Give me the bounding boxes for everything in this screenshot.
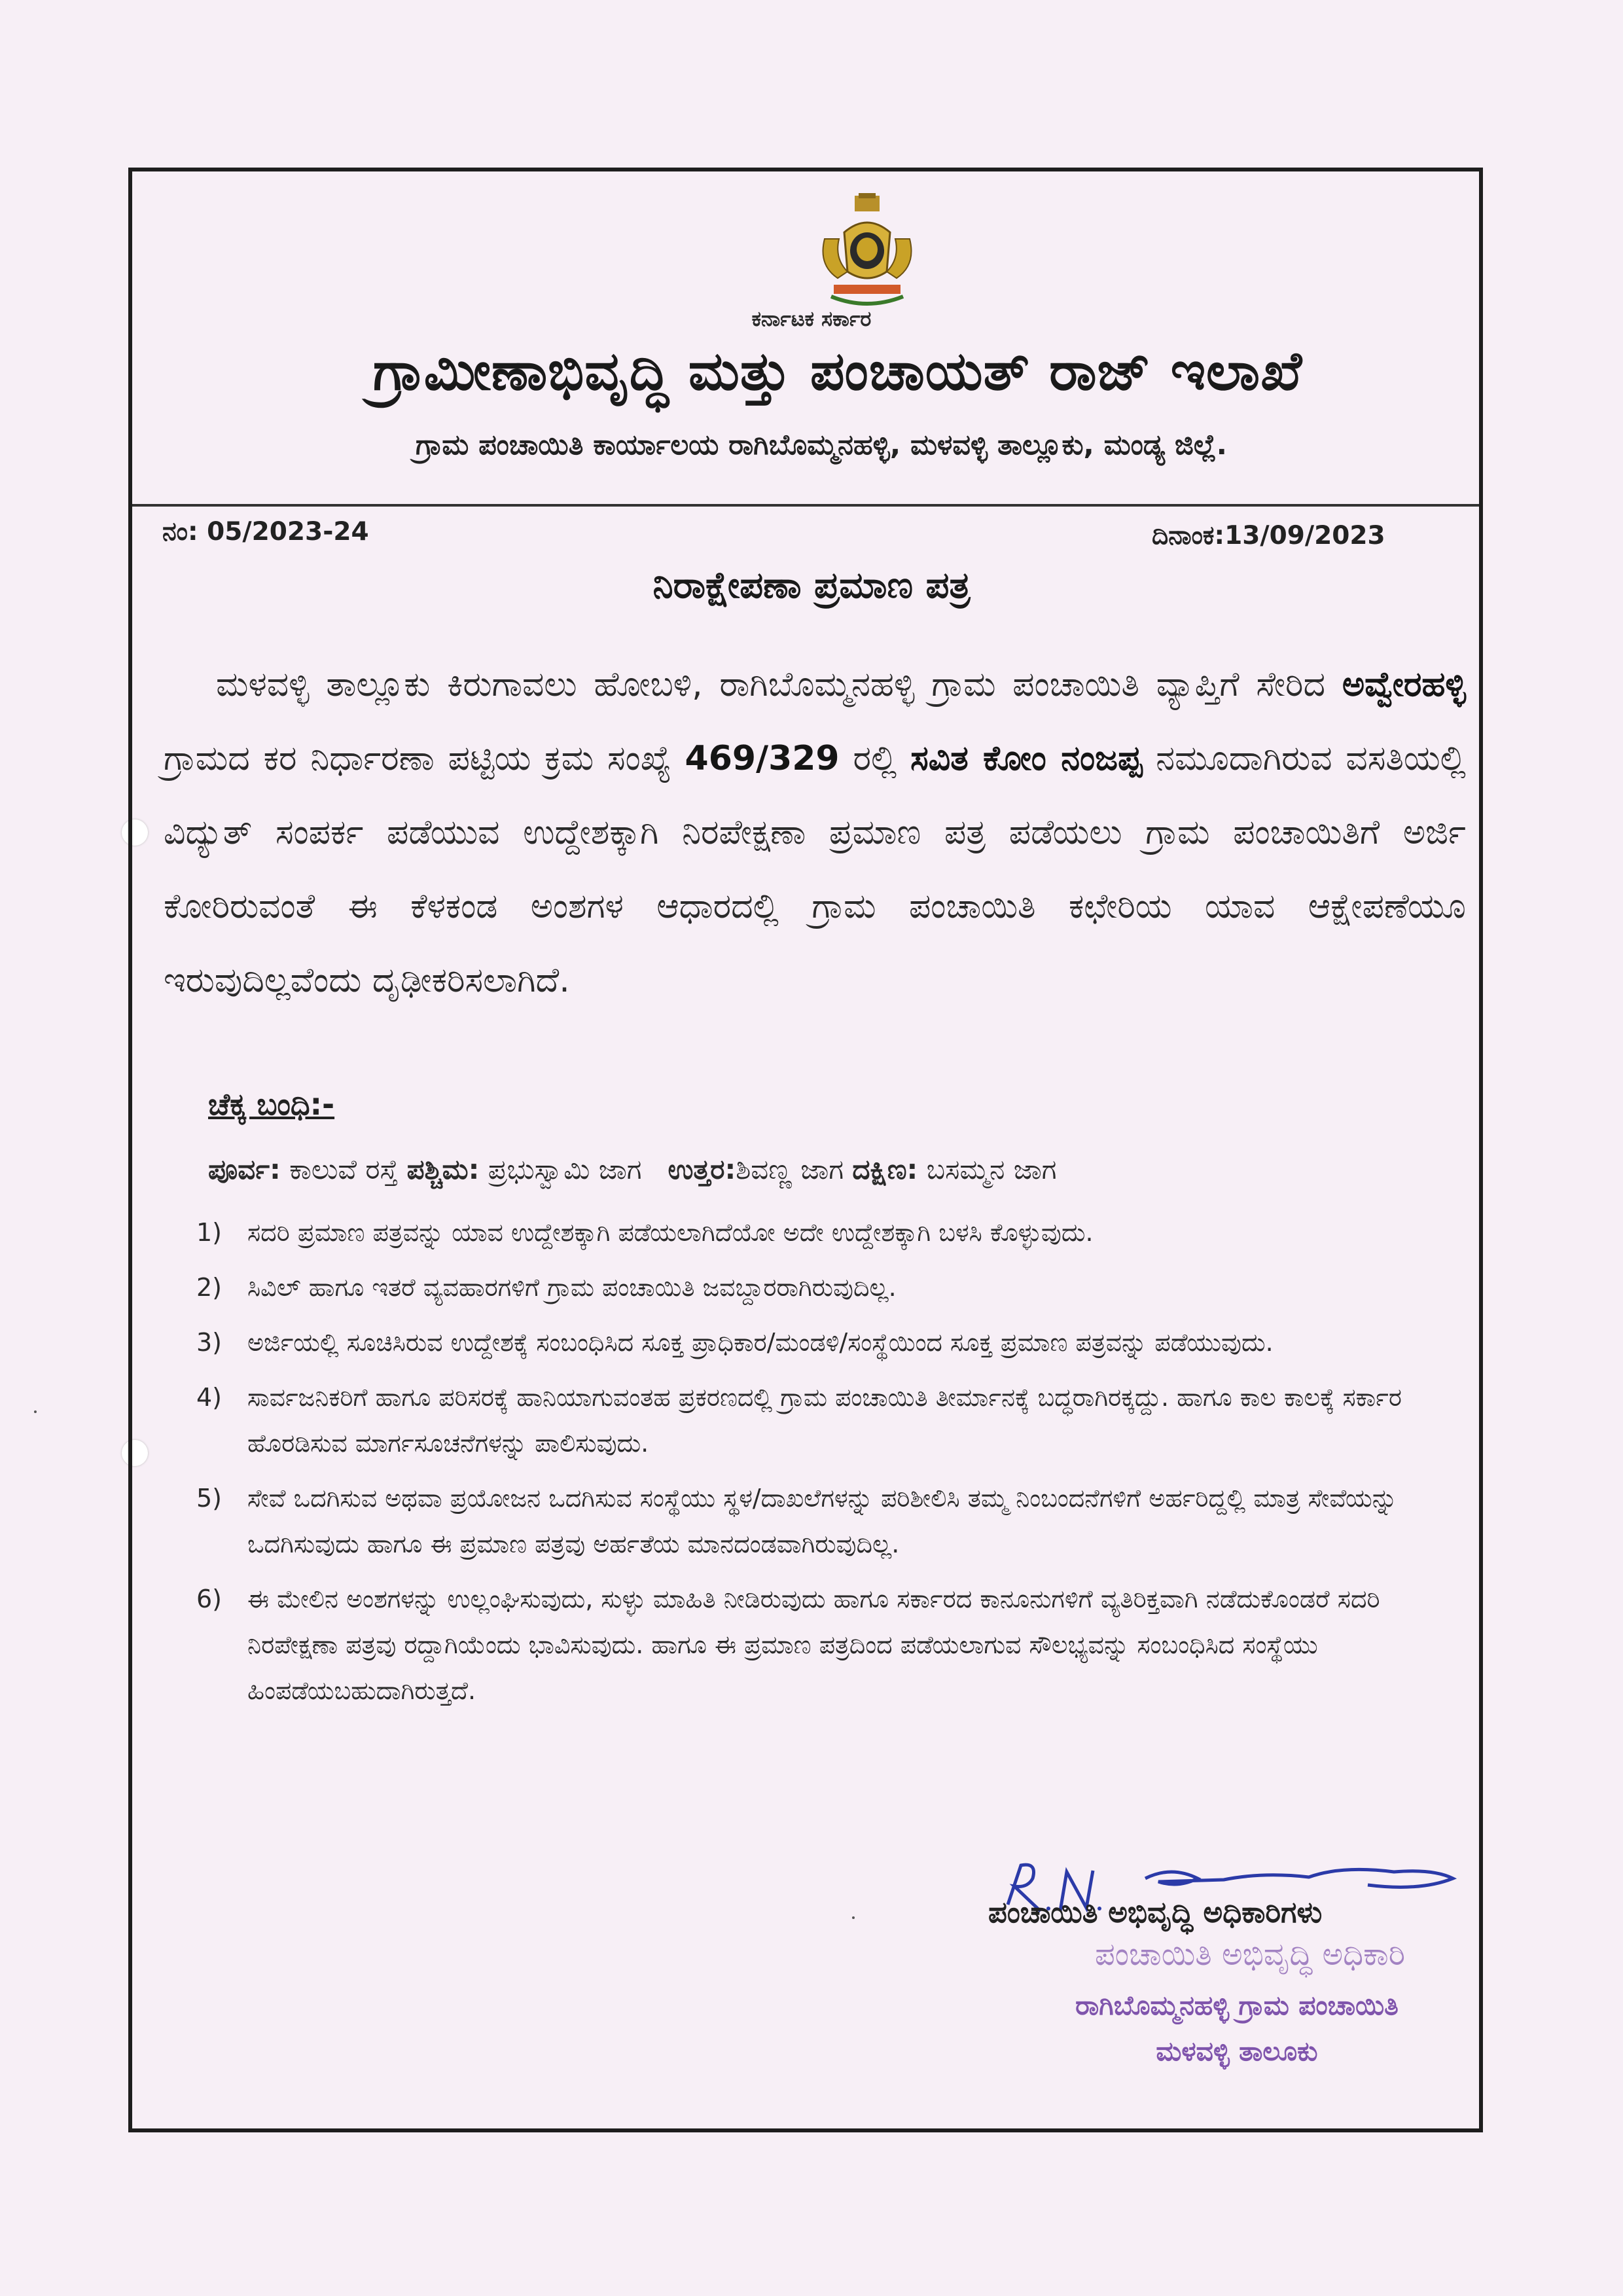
condition-number: 3) — [196, 1328, 223, 1357]
document-title: ನಿರಾಕ್ಷೇಪಣಾ ಪ್ರಮಾಣ ಪತ್ರ — [652, 564, 971, 607]
body-text: ಗ್ರಾಮದ ಕರ ನಿರ್ಧಾರಣಾ ಪಟ್ಟಿಯ ಕ್ರಮ ಸಂಖ್ಯೆ — [164, 739, 671, 778]
karnataka-emblem-icon — [812, 193, 923, 317]
condition-item — [196, 1265, 1472, 1310]
north-label: ಉತ್ತರ: — [668, 1153, 736, 1185]
conditions-list — [196, 1210, 1472, 1723]
condition-item — [196, 1576, 1472, 1713]
condition-text: ಅರ್ಜಿಯಲ್ಲಿ ಸೂಚಿಸಿರುವ ಉದ್ದೇಶಕ್ಕೆ ಸಂಬಂಧಿಸಿದ ಸೂಕ್ತ ಪ್ರಾಧಿಕಾರ/ಮಂಡಳಿ/ಸಂಸ್ಥೆಯಿಂದ ಸೂಕ್ತ ಪ್ರಮಾಣ ಪತ್ರವನ್ನು ಪಡೆಯುವುದು. — [247, 1328, 1274, 1357]
issue-date: ದಿನಾಂಕ:13/09/2023 — [1152, 521, 1385, 550]
condition-item — [196, 1475, 1472, 1567]
south-value: ಬಸಮ್ಮನ ಜಾಗ — [926, 1153, 1057, 1185]
signatory-title: ಪಂಚಾಯಿತಿ ಅಭಿವೃದ್ಧಿ ಅಧಿಕಾರಿಗಳು — [988, 1895, 1323, 1929]
west-label: ಪಶ್ಚಿಮ: — [406, 1153, 480, 1185]
condition-item — [196, 1210, 1472, 1255]
serial-number: 469/329 — [685, 739, 840, 778]
condition-text: ಸಿವಿಲ್ ಹಾಗೂ ಇತರೆ ವ್ಯವಹಾರಗಳಿಗೆ ಗ್ರಾಮ ಪಂಚಾಯಿತಿ ಜವಬ್ದಾರರಾಗಿರುವುದಿಲ್ಲ. — [247, 1273, 897, 1302]
condition-text: ಈ ಮೇಲಿನ ಅಂಶಗಳನ್ನು ಉಲ್ಲಂಘಿಸುವುದು, ಸುಳ್ಳು ಮಾಹಿತಿ ನೀಡಿರುವುದು ಹಾಗೂ ಸರ್ಕಾರದ ಕಾನೂನುಗಳಿಗೆ ವ್ಯತಿರಿಕ್ತವಾಗಿ ನಡೆದುಕೊಂಡರೆ ಸದರಿ ನಿರಪೇಕ್ಷಣಾ ಪತ್ರವು ರದ್ದಾಗಿಯೆಂದು ಭಾವಿಸುವುದು. ಹಾಗೂ ಈ ಪ್ರಮಾಣ ಪತ್ರದಿಂದ ಪಡೆಯಲಾಗುವ ಸೌಲಭ್ಯವನ್ನು ಸಂಬಂಧಿಸಿದ ಸಂಸ್ಥೆಯು ಹಿಂಪಡೆಯಬಹುದಾಗಿರುತ್ತದೆ. — [247, 1585, 1380, 1705]
condition-number: 2) — [196, 1273, 223, 1302]
condition-item — [196, 1374, 1472, 1466]
header-divider — [132, 504, 1479, 507]
body-text: ಮಳವಳ್ಳಿ ತಾಲ್ಲೂಕು ಕಿರುಗಾವಲು ಹೋಬಳಿ, ರಾಗಿಬೊಮ್ಮನಹಳ್ಳಿ ಗ್ರಾಮ ಪಂಚಾಯಿತಿ ವ್ಯಾಪ್ತಿಗೆ ಸೇರಿದ — [216, 665, 1326, 704]
body-text: ನಮೂದಾಗಿರುವ ವಸತಿಯಲ್ಲಿ ವಿದ್ಯುತ್ ಸಂಪರ್ಕ ಪಡೆಯುವ ಉದ್ದೇಶಕ್ಕಾಗಿ ನಿರಪೇಕ್ಷಣಾ ಪ್ರಮಾಣ ಪತ್ರ ಪಡೆಯಲು ಗ್ರಾಮ ಪಂಚಾಯಿತಿಗೆ ಅರ್ಜಿ ಕೋರಿರುವಂತೆ ಈ ಕೆಳಕಂಡ ಅಂಶಗಳ ಆಧಾರದಲ್ಲಿ ಗ್ರಾಮ ಪಂಚಾಯಿತಿ ಕಛೇರಿಯ ಯಾವ ಆಕ್ಷೇಪಣೆಯೂ ಇರುವುದಿಲ್ಲವೆಂದು ದೃಢೀಕರಿಸಲಾಗಿದೆ. — [164, 739, 1466, 1000]
speck — [34, 1410, 37, 1413]
stamp-taluk: ಮಳವಳ್ಳಿ ತಾಲೂಕು — [1156, 2036, 1318, 2067]
boundary-details — [208, 1153, 1057, 1186]
reference-number: ನಂ: 05/2023-24 — [162, 517, 369, 547]
west-value: ಪ್ರಭುಸ್ವಾಮಿ ಜಾಗ — [488, 1153, 642, 1185]
boundary-heading: ಚೆಕ್ಕ ಬಂಧಿ:- — [208, 1086, 335, 1122]
east-value: ಕಾಲುವೆ ರಸ್ತೆ — [289, 1153, 399, 1185]
office-address: ಗ್ರಾಮ ಪಂಚಾಯಿತಿ ಕಾರ್ಯಾಲಯ ರಾಗಿಬೊಮ್ಮನಹಳ್ಳಿ, ಮಳವಳ್ಳಿ ತಾಲ್ಲೂಕು, ಮಂಡ್ಯ ಜಿಲ್ಲೆ. — [416, 429, 1227, 461]
applicant-name: ಸವಿತ ಕೋಂ ನಂಜಪ್ಪ — [910, 739, 1143, 778]
department-title: ಗ್ರಾಮೀಣಾಭಿವೃದ್ಧಿ ಮತ್ತು ಪಂಚಾಯತ್ ರಾಜ್ ಇಲಾಖೆ — [372, 340, 1303, 403]
body-text: ರಲ್ಲಿ — [853, 739, 897, 778]
condition-text: ಸೇವೆ ಒದಗಿಸುವ ಅಥವಾ ಪ್ರಯೋಜನ ಒದಗಿಸುವ ಸಂಸ್ಥೆಯು ಸ್ಥಳ/ದಾಖಲೆಗಳನ್ನು ಪರಿಶೀಲಿಸಿ ತಮ್ಮ ನಿಂಬಂದನೆಗಳಿಗೆ ಅರ್ಹರಿದ್ದಲ್ಲಿ ಮಾತ್ರ ಸೇವೆಯನ್ನು ಒದಗಿಸುವುದು ಹಾಗೂ ಈ ಪ್ರಮಾಣ ಪತ್ರವು ಅರ್ಹತೆಯ ಮಾನದಂಡವಾಗಿರುವುದಿಲ್ಲ. — [247, 1484, 1398, 1558]
certificate-body — [164, 648, 1466, 1018]
stamp-office: ರಾಗಿಬೊಮ್ಮನಹಳ್ಳಿ ಗ್ರಾಮ ಪಂಚಾಯಿತಿ — [1075, 1990, 1399, 2021]
condition-text: ಸದರಿ ಪ್ರಮಾಣ ಪತ್ರವನ್ನು ಯಾವ ಉದ್ದೇಶಕ್ಕಾಗಿ ಪಡೆಯಲಾಗಿದೆಯೋ ಅದೇ ಉದ್ದೇಶಕ್ಕಾಗಿ ಬಳಸಿ ಕೊಳ್ಳುವುದು. — [247, 1218, 1094, 1247]
condition-number: 5) — [196, 1484, 223, 1513]
condition-number: 4) — [196, 1383, 223, 1412]
east-label: ಪೂರ್ವ: — [208, 1153, 281, 1185]
village-name: ಅವ್ವೇರಹಳ್ಳಿ — [1342, 665, 1466, 704]
south-label: ದಕ್ಷಿಣ: — [852, 1153, 918, 1185]
condition-text: ಸಾರ್ವಜನಿಕರಿಗೆ ಹಾಗೂ ಪರಿಸರಕ್ಕೆ ಹಾನಿಯಾಗುವಂತಹ ಪ್ರಕರಣದಲ್ಲಿ ಗ್ರಾಮ ಪಂಚಾಯಿತಿ ತೀರ್ಮಾನಕ್ಕೆ ಬದ್ಧರಾಗಿರಕ್ಕದ್ದು. ಹಾಗೂ ಕಾಲ ಕಾಲಕ್ಕೆ ಸರ್ಕಾರ ಹೊರಡಿಸುವ ಮಾರ್ಗಸೂಚನೆಗಳನ್ನು ಪಾಲಿಸುವುದು. — [247, 1383, 1402, 1458]
government-name: ಕರ್ನಾಟಕ ಸರ್ಕಾರ — [751, 306, 872, 331]
north-value: ಶಿವಣ್ಣ ಜಾಗ — [736, 1153, 844, 1185]
document-border — [128, 168, 1483, 2132]
condition-number: 1) — [196, 1218, 223, 1247]
condition-number: 6) — [196, 1585, 223, 1613]
stamp-designation: ಪಂಚಾಯಿತಿ ಅಭಿವೃದ್ಧಿ ಅಧಿಕಾರಿ — [1094, 1936, 1406, 1973]
condition-item — [196, 1319, 1472, 1365]
